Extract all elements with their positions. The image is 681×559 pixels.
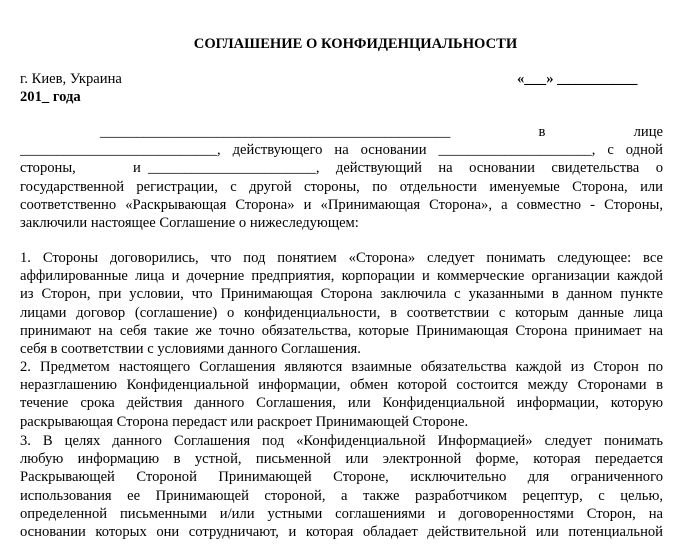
- clause-line: 3. В целях данного Соглашения под «Конфиденциальной Информацией» следует понимать: [20, 433, 663, 449]
- preamble-line: государственной регистрации, с другой стороны, по отдельности именуемые Сторона, или: [20, 178, 663, 195]
- preamble-line: [20, 159, 663, 177]
- clause-line: раскрывающая Сторона передаст или раскроет Принимающей Стороне.: [20, 413, 469, 430]
- clause-line: Раскрывающей Стороной Принимающей Стороне, исключительно для ограниченного: [20, 469, 663, 486]
- preamble-line-segment: стороны,: [20, 160, 76, 177]
- clause-line: использования ее Принимающей стороной, а также разработчиком рецептур, с целью,: [20, 487, 663, 504]
- clause-3-paragraph: [20, 432, 663, 541]
- clause-line: лицами договор (соглашение) о конфиденциальности, в соответствии с которым данные лица: [20, 304, 663, 321]
- preamble-line: ________________________________________________ в лице: [100, 124, 663, 140]
- preamble-paragraph: [20, 123, 663, 232]
- clause-line: 2. Предметом настоящего Соглашения являются взаимные обязательства каждой из Сторон по: [20, 359, 663, 375]
- clause-line: течение срока действия данного Соглашения, или Конфиденциальной информации, которую: [20, 395, 663, 412]
- preamble-line: соответственно «Раскрывающая Сторона» и «Принимающая Сторона», а совместно - Стороны,: [20, 196, 663, 213]
- clause-line: основании которых они сотрудничают, и которая обладает действительной или потенциальной: [20, 523, 663, 540]
- year-label: 201_ года: [20, 89, 81, 105]
- clause-line: принимают на себя такие же точно обязательства, которые Принимающая Сторона принимает на: [20, 322, 663, 339]
- clause-line: 1. Стороны договорились, что под понятием «Сторона» следует понимать следующее: все: [20, 250, 663, 266]
- clause-line: неразглашению Конфиденциальной информации, обмен которой состоится между Сторонами в: [20, 377, 663, 394]
- city-label: г. Киев, Украина: [20, 71, 122, 87]
- clause-line: определенной письменными и/или устными соглашениями и договоренностями Сторон, на: [20, 505, 663, 522]
- clause-line: любую информацию в устной, письменной или электронной форме, которая передается: [20, 451, 663, 468]
- preamble-line: заключили настоящее Соглашение о нижеследующем:: [20, 214, 359, 231]
- preamble-line: ___________________________, действующего на основании _____________________, с одной: [20, 142, 663, 159]
- clause-1-paragraph: [20, 249, 663, 358]
- preamble-line-segment: и: [133, 160, 141, 177]
- clause-line: себя в соответствии с условиями данного Соглашения.: [20, 340, 361, 357]
- document-title: СОГЛАШЕНИЕ О КОНФИДЕНЦИАЛЬНОСТИ: [193, 36, 518, 52]
- preamble-line-segment: _______________________, действующий на основании свидетельства о: [148, 160, 663, 177]
- clause-2-paragraph: [20, 358, 663, 431]
- date-field: «___» ___________: [517, 71, 638, 87]
- clause-line: аффилированные лица и дочерние предприятия, корпорации и коммерческие организации каждой: [20, 268, 663, 285]
- clause-line: из Сторон, при условии, что Принимающая Сторона заключила с указанными в данном пункте: [20, 286, 663, 303]
